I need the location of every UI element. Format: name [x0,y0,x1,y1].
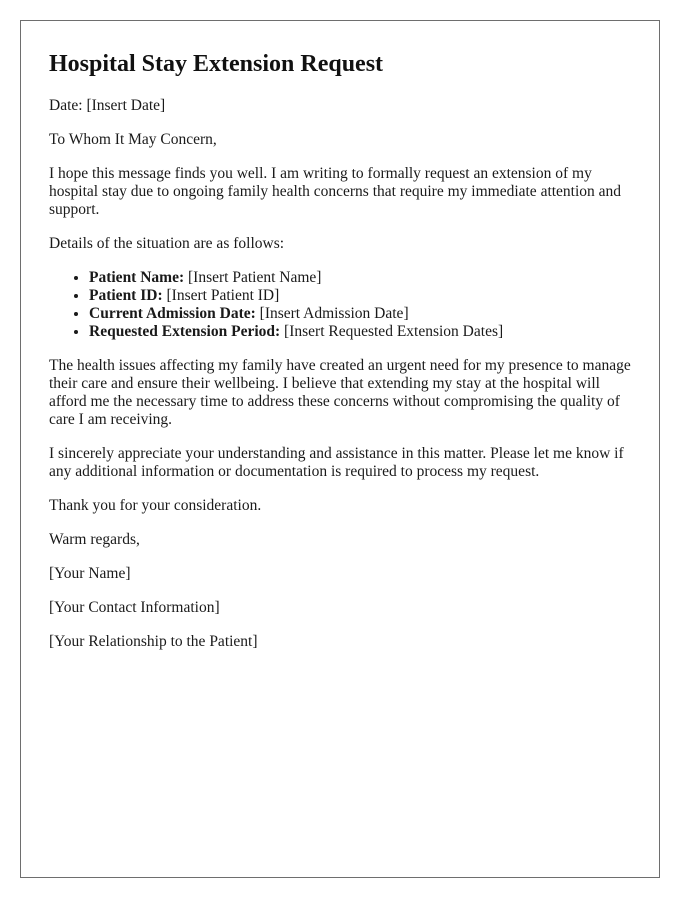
thanks-line: Thank you for your consideration. [49,497,262,514]
date-line: Date: [Insert Date] [49,97,166,114]
letter-title: Hospital Stay Extension Request [49,51,384,77]
detail-item-extension-period [89,323,631,341]
detail-value: [Insert Patient Name] [184,269,322,286]
details-list [49,269,631,341]
closing-line: Warm regards, [49,531,140,548]
detail-value: [Insert Admission Date] [255,305,409,322]
body-paragraph-2: I sincerely appreciate your understanding and assistance in this matter. Please let me know if any additional information or documentation is required to process my request. [49,445,624,480]
body-paragraph-1: The health issues affecting my family have created an urgent need for my presence to manage their care and ensure their wellbeing. I believe that extending my stay at the hospital will afford me the necessary time to address these concerns without compromising the quality of care I am receiving. [49,357,631,428]
detail-value: [Insert Requested Extension Dates] [280,323,504,340]
letter-page [20,20,660,878]
detail-label: Requested Extension Period: [89,323,281,340]
signature-name: [Your Name] [49,565,131,582]
detail-item-patient-id [89,287,631,305]
details-intro: Details of the situation are as follows: [49,235,285,252]
signature-relationship: [Your Relationship to the Patient] [49,633,258,650]
signature-contact: [Your Contact Information] [49,599,220,616]
detail-label: Patient ID: [89,287,163,304]
detail-label: Current Admission Date: [89,305,256,322]
detail-item-patient-name [89,269,631,287]
detail-value: [Insert Patient ID] [162,287,280,304]
intro-paragraph: I hope this message finds you well. I am writing to formally request an extension of my hospital stay due to ongoing family health concerns that require my immediate attention and support. [49,165,622,218]
salutation: To Whom It May Concern, [49,131,217,148]
detail-label: Patient Name: [89,269,185,286]
detail-item-admission-date [89,305,631,323]
